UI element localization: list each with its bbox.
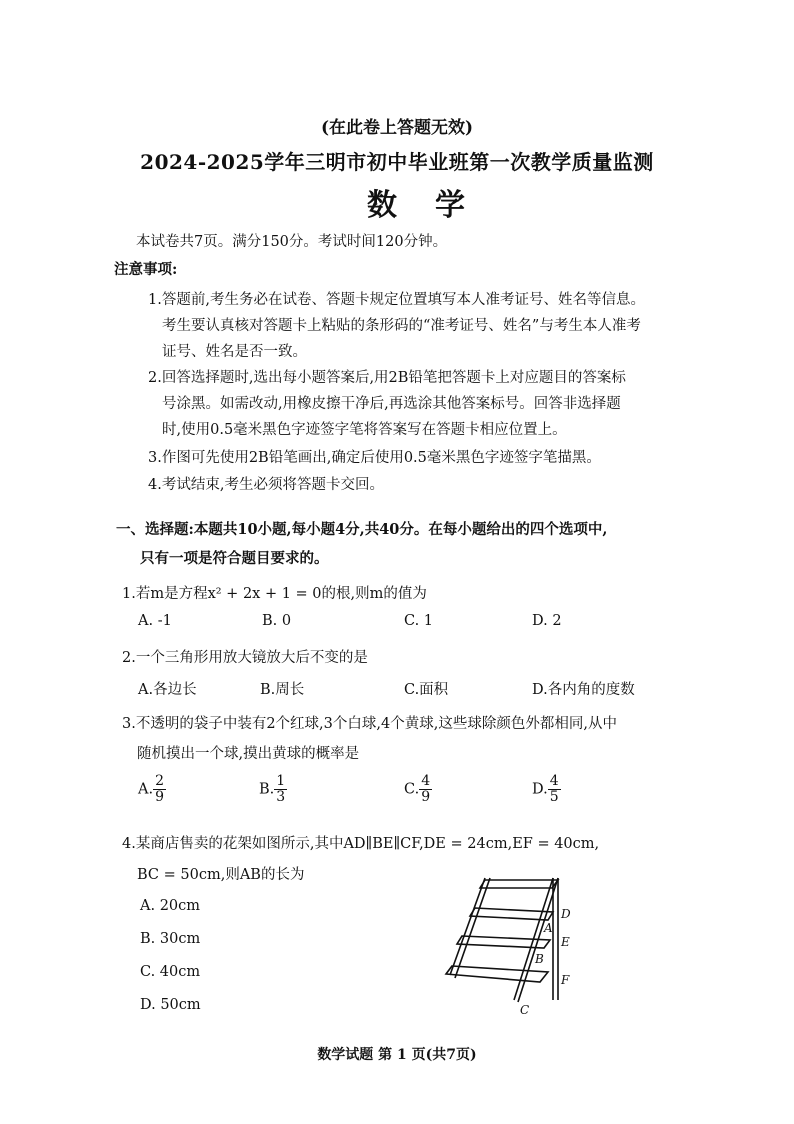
question-3-stem: 3.不透明的袋子中装有2个红球,3个白球,4个黄球,这些球除颜色外都相同,从中 (122, 716, 617, 732)
page-footer: 数学试题 第 1 页(共7页) (317, 1047, 477, 1063)
header-notice: (在此卷上答题无效) (320, 118, 474, 138)
q3-option-a (138, 774, 166, 805)
point-label-d: D (561, 907, 571, 921)
q1-option-c: C. 1 (404, 613, 434, 629)
fraction-numerator: 1 (276, 773, 286, 789)
instruction-line: 2.回答选择题时,选出每小题答案后,用2B铅笔把答题卡上对应题目的答案标 (148, 370, 626, 386)
instructions-heading: 注意事项: (114, 261, 178, 278)
fraction-denominator: 9 (421, 789, 431, 805)
question-4-stem: 4.某商店售卖的花架如图所示,其中AD∥BE∥CF,DE = 24cm,EF = 40cm, (122, 836, 600, 852)
point-label-f: F (561, 973, 570, 987)
q2-option-d: D.各内角的度数 (532, 682, 635, 698)
fraction-denominator: 3 (276, 789, 286, 805)
shelf-1 (480, 880, 558, 888)
q1-option-d: D. 2 (532, 613, 562, 629)
instruction-line: 1.答题前,考生务必在试卷、答题卡规定位置填写本人准考证号、姓名等信息。 (148, 292, 645, 308)
q3-option-c (404, 774, 432, 805)
exam-title: 2024-2025学年三明市初中毕业班第一次教学质量监测 (140, 150, 654, 174)
q4-option-b: B. 30cm (140, 931, 201, 947)
question-1-stem: 1.若m是方程x² + 2x + 1 = 0的根,则m的值为 (122, 586, 427, 602)
fraction-denominator: 9 (155, 789, 165, 805)
instruction-line: 证号、姓名是否一致。 (162, 344, 307, 360)
q2-option-c: C.面积 (404, 682, 449, 698)
back-frame-left (450, 878, 485, 975)
fraction-numerator: 4 (421, 773, 431, 789)
point-label-a: A (544, 921, 553, 935)
point-label-c: C (520, 1003, 530, 1017)
q3-option-d (532, 774, 561, 805)
point-label-b: B (535, 952, 544, 966)
instruction-line: 时,使用0.5毫米黑色字迹签字笔将答案写在答题卡相应位置上。 (162, 422, 567, 438)
option-label: B. (259, 781, 275, 798)
question-3-stem-cont: 随机摸出一个球,摸出黄球的概率是 (137, 746, 360, 762)
section-heading-cont: 只有一项是符合题目要求的。 (140, 550, 329, 567)
fraction (274, 774, 287, 805)
point-label-e: E (561, 935, 570, 949)
q1-option-a: A. -1 (138, 613, 172, 629)
q4-option-d: D. 50cm (140, 997, 201, 1013)
q4-option-a: A. 20cm (140, 898, 201, 914)
instruction-line: 考生要认真核对答题卡上粘贴的条形码的“准考证号、姓名”与考生本人准考 (162, 318, 641, 334)
q2-option-a: A.各边长 (138, 682, 197, 698)
fraction (419, 774, 432, 805)
back-frame-left-inner (455, 878, 490, 978)
exam-intro: 本试卷共7页。满分150分。考试时间120分钟。 (136, 234, 448, 250)
fraction-numerator: 2 (155, 773, 165, 789)
question-2-stem: 2.一个三角形用放大镜放大后不变的是 (122, 650, 368, 666)
instruction-line: 号涂黑。如需改动,用橡皮擦干净后,再选涂其他答案标号。回答非选择题 (162, 396, 621, 412)
option-label: A. (138, 781, 154, 798)
subject-title: 数学 (367, 188, 503, 223)
fraction-numerator: 4 (549, 773, 559, 789)
flower-stand-figure (440, 870, 590, 1020)
instruction-line: 3.作图可先使用2B铅笔画出,确定后使用0.5毫米黑色字迹签字笔描黑。 (148, 450, 601, 466)
section-heading: 一、选择题:本题共10小题,每小题4分,共40分。在每小题给出的四个选项中, (116, 521, 608, 538)
q4-option-c: C. 40cm (140, 964, 201, 980)
fraction (548, 774, 561, 805)
shelf-4 (446, 966, 548, 982)
option-label: C. (404, 781, 420, 798)
q2-option-b: B.周长 (260, 682, 305, 698)
fraction-denominator: 5 (549, 789, 559, 805)
fraction (153, 774, 166, 805)
q1-option-b: B. 0 (262, 613, 292, 629)
option-label: D. (532, 781, 548, 798)
question-4-stem-cont: BC = 50cm,则AB的长为 (137, 867, 305, 883)
q3-option-b (259, 774, 287, 805)
instruction-line: 4.考试结束,考生必须将答题卡交回。 (148, 477, 384, 493)
